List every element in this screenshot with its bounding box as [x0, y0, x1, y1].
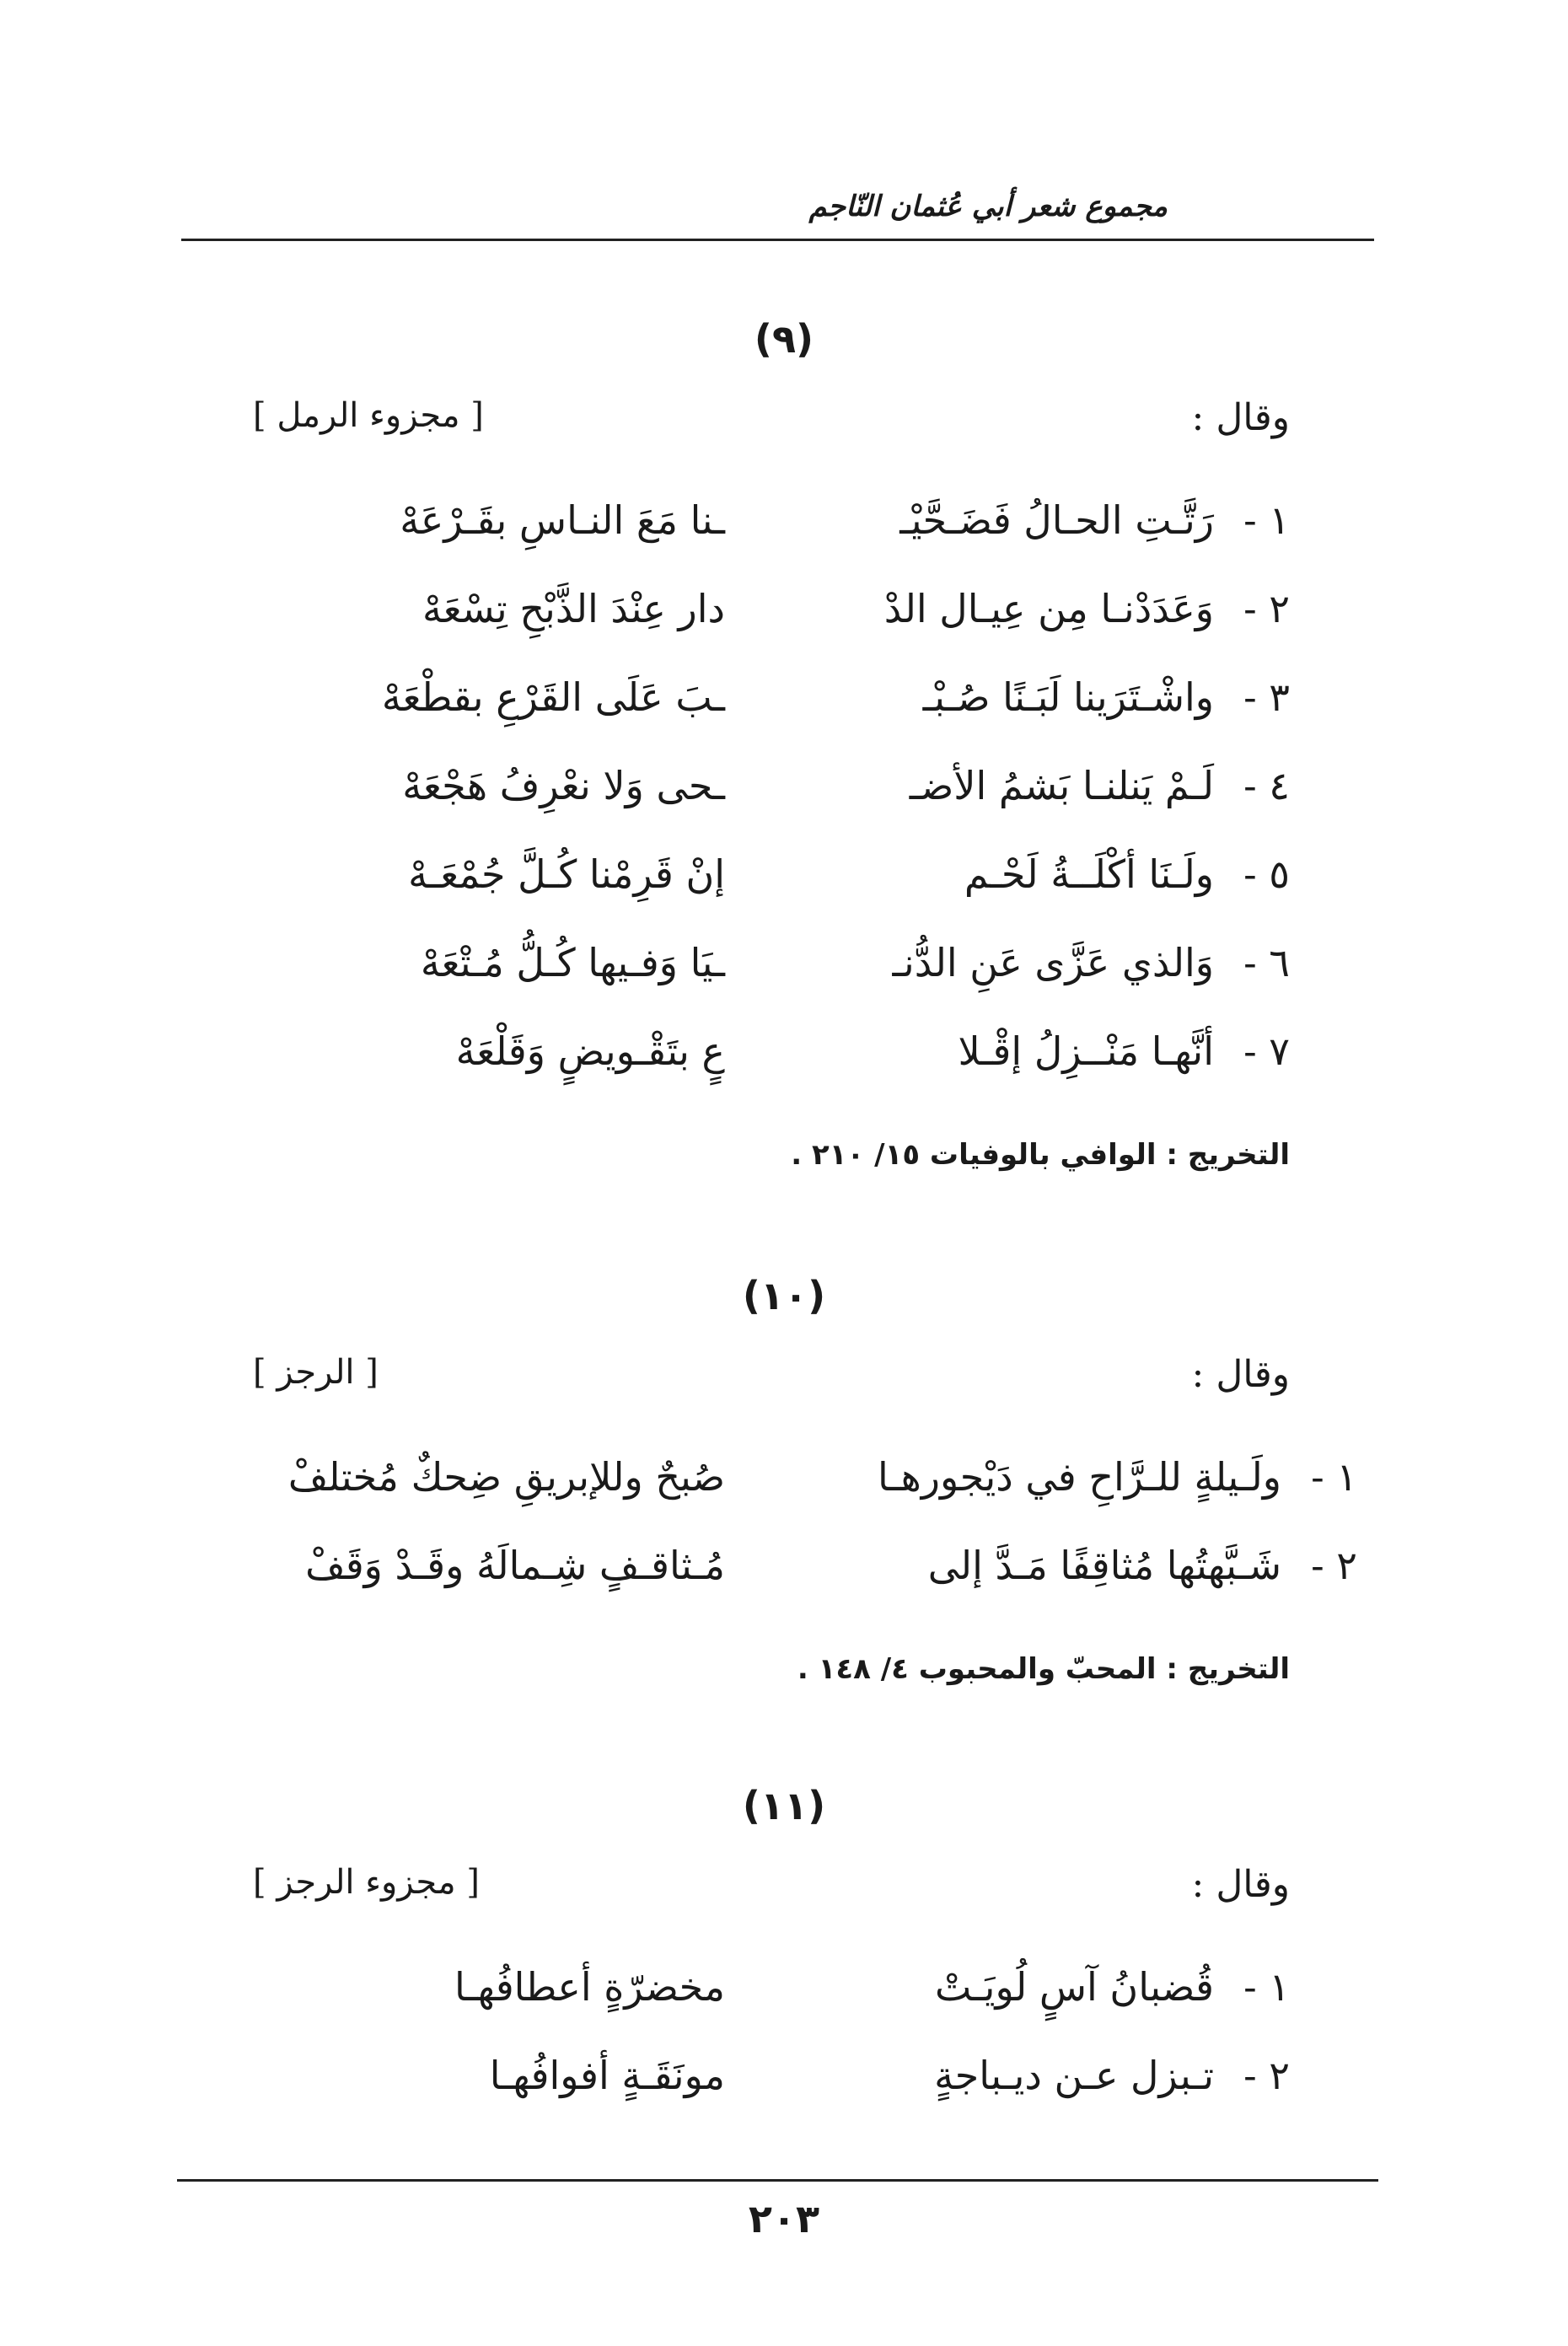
verse-second-hemistich: عٍ بتَقْـويضٍ وَقَلْعَهْ	[455, 1028, 725, 1074]
verse-line	[0, 1028, 1568, 1096]
verse-second-hemistich: مخضرّةٍ أعطافُهـا	[454, 1964, 725, 2010]
verse-first-hemistich: شَـبَّهتُها مُثاقِفًا مَـدَّ إلى	[927, 1543, 1281, 1588]
verse-first-hemistich: لَـمْ يَنلنـا بَشمُ الأضـ	[909, 763, 1214, 808]
verse-first-hemistich: وَالذي عَزَّى عَنِ الدُّنـ	[892, 940, 1214, 985]
section-number: (١٠)	[742, 1273, 826, 1318]
intro-text: وقال :	[1191, 396, 1290, 439]
verse-second-hemistich: إنْ قَرِمْنا كُـلَّ جُمْعَـهْ	[408, 851, 725, 897]
verse-first-hemistich: رَتَّـتِ الحـالُ فَضَـحَّيْـ	[899, 497, 1214, 543]
header-rule	[181, 239, 1374, 241]
verse-line	[0, 2053, 1568, 2120]
verse-second-hemistich: ـنا مَعَ النـاسِ بقَـرْعَهْ	[400, 497, 725, 543]
verse-number: ٦ -	[1243, 940, 1290, 985]
verse-line	[0, 1964, 1568, 2032]
verse-line	[0, 851, 1568, 919]
verse-first-hemistich: أنَّهـا مَنْــزِلُ إقْـلا	[958, 1028, 1214, 1074]
footer-rule	[177, 2179, 1378, 2182]
verse-second-hemistich: مُـثاقـفٍ شِـمالَهُ وقَـدْ وَقَفْ	[305, 1543, 725, 1588]
verse-second-hemistich: صُبحٌ وللإبريقِ ضِحكٌ مُختلفْ	[287, 1454, 725, 1500]
verse-first-hemistich: ولَـنَا أكْلَــةُ لَحْـم	[964, 851, 1214, 897]
verse-number: ٢ -	[1243, 586, 1290, 631]
verse-first-hemistich: قُضبانُ آسٍ لُويَـتْ	[935, 1964, 1214, 2010]
verse-number: ١ -	[1243, 1964, 1290, 2010]
verse-line	[0, 940, 1568, 1007]
verse-line	[0, 1543, 1568, 1610]
verse-line	[0, 674, 1568, 742]
verse-first-hemistich: وَعَدَدْنـا مِن عِيـال الدْ	[883, 586, 1214, 631]
meter-label: [ الرجز ]	[253, 1353, 379, 1392]
verse-number: ١ -	[1311, 1454, 1357, 1500]
running-header-title: مجموع شعر أبي عُثمان النّاجم	[808, 190, 1168, 223]
verse-number: ٥ -	[1243, 851, 1290, 897]
verse-number: ٧ -	[1243, 1028, 1290, 1074]
source-note: التخريج : المحبّ والمحبوب ٤/ ١٤٨ .	[797, 1652, 1290, 1686]
verse-line	[0, 586, 1568, 653]
verse-line	[0, 763, 1568, 830]
verse-first-hemistich: ولَـيلةٍ للـرَّاحِ في دَيْجورهـا	[878, 1454, 1281, 1500]
section-number: (٩)	[754, 316, 814, 362]
verse-number: ٣ -	[1243, 674, 1290, 720]
verse-number: ٢ -	[1243, 2053, 1290, 2098]
verse-second-hemistich: مونَقَـةٍ أفوافُهـا	[489, 2053, 725, 2098]
verse-second-hemistich: ـحى وَلا نعْرِفُ هَجْعَهْ	[402, 763, 725, 808]
intro-text: وقال :	[1191, 1353, 1290, 1396]
source-note: التخريج : الوافي بالوفيات ١٥/ ٢١٠ .	[791, 1138, 1290, 1172]
verse-second-hemistich: ـيَا وَفـيها كُـلُّ مُـتْعَهْ	[420, 940, 725, 985]
verse-first-hemistich: تـبزل عـن ديـباجةٍ	[934, 2053, 1214, 2098]
page-number: ٢٠٣	[748, 2196, 820, 2241]
verse-first-hemistich: واشْـتَرَينا لَبَـنًا صُـبْـ	[922, 674, 1214, 720]
verse-number: ٢ -	[1311, 1543, 1357, 1588]
section-number: (١١)	[742, 1783, 826, 1828]
running-header	[181, 190, 1374, 240]
verse-second-hemistich: دار عِنْدَ الذَّبْحِ تِسْعَهْ	[422, 586, 725, 631]
verse-second-hemistich: ـبَ عَلَى القَرْعِ بقطْعَهْ	[381, 674, 725, 720]
meter-label: [ مجزوء الرجز ]	[253, 1863, 480, 1902]
verse-line	[0, 1454, 1568, 1522]
meter-label: [ مجزوء الرمل ]	[253, 396, 484, 435]
verse-number: ١ -	[1243, 497, 1290, 543]
intro-text: وقال :	[1191, 1863, 1290, 1906]
verse-line	[0, 497, 1568, 565]
verse-number: ٤ -	[1243, 763, 1290, 808]
